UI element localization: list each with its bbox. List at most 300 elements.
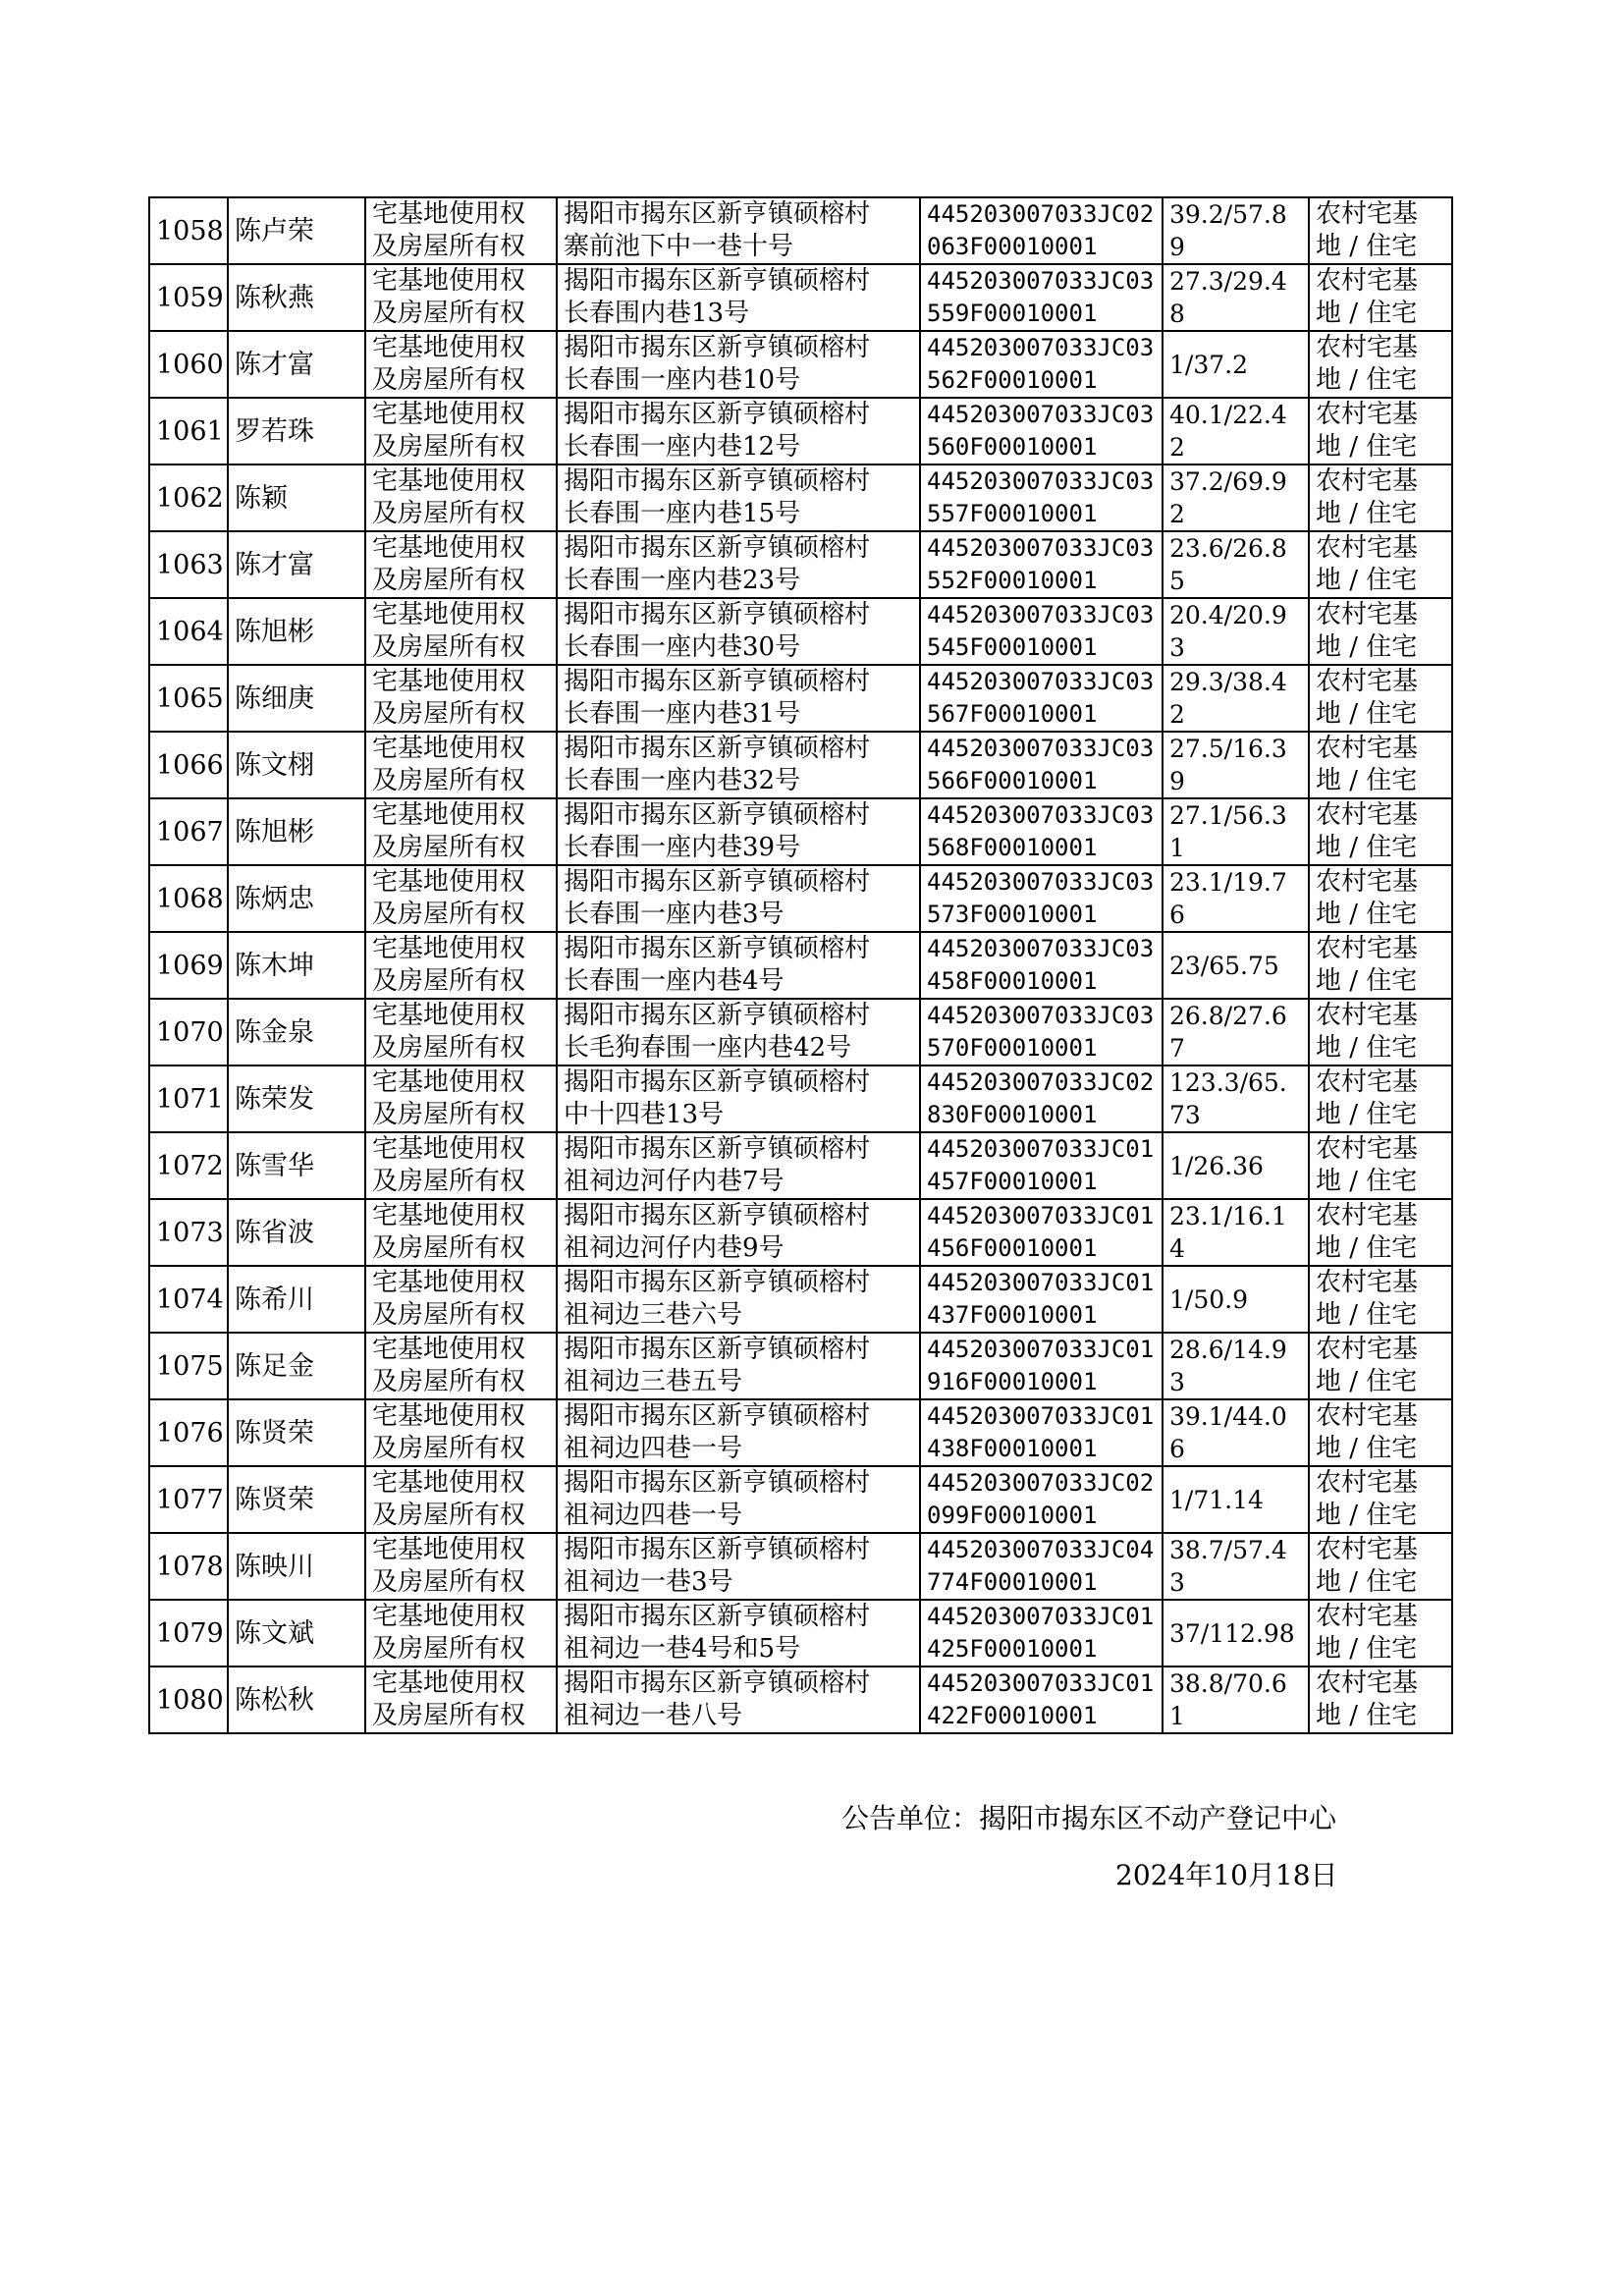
right-type: 宅基地使用权 及房屋所有权 [372, 600, 526, 662]
right-type: 宅基地使用权 及房屋所有权 [372, 734, 526, 795]
unit-code: 445203007033JC01 438F00010001 [927, 1402, 1155, 1462]
row-number-cell [149, 798, 228, 865]
right-type-cell [365, 1266, 557, 1333]
row-number: 1079 [156, 1617, 224, 1649]
owner-name-cell [228, 1667, 365, 1733]
row-number: 1061 [156, 415, 224, 447]
property-address: 揭阳市揭东区新亨镇硕榕村 长春围一座内巷10号 [564, 333, 871, 395]
owner-name-cell [228, 665, 365, 732]
address-cell [557, 665, 920, 732]
land-use: 农村宅基 地 / 住宅 [1316, 199, 1419, 261]
owner-name-cell [228, 1600, 365, 1667]
owner-name-cell [228, 531, 365, 598]
unit-code: 445203007033JC02 063F00010001 [927, 200, 1155, 260]
row-number-cell [149, 865, 228, 932]
right-type-cell [365, 197, 557, 264]
area-cell [1163, 999, 1309, 1066]
owner-name-cell [228, 1533, 365, 1600]
right-type: 宅基地使用权 及房屋所有权 [372, 800, 526, 862]
unit-code-cell [920, 197, 1163, 264]
area-cell [1163, 1466, 1309, 1533]
owner-name: 陈雪华 [235, 1150, 314, 1181]
owner-name-cell [228, 1333, 365, 1399]
right-type-cell [365, 732, 557, 798]
owner-name-cell [228, 1132, 365, 1199]
row-number: 1069 [156, 950, 224, 981]
row-number: 1070 [156, 1016, 224, 1048]
unit-code: 445203007033JC03 458F00010001 [927, 935, 1155, 995]
area-cell [1163, 1199, 1309, 1266]
land-use-cell [1309, 598, 1452, 665]
right-type: 宅基地使用权 及房屋所有权 [372, 1268, 526, 1330]
property-address: 揭阳市揭东区新亨镇硕榕村 长春围一座内巷39号 [564, 800, 871, 862]
address-cell [557, 531, 920, 598]
right-type: 宅基地使用权 及房屋所有权 [372, 1335, 526, 1396]
table-row [149, 264, 1452, 331]
unit-code-cell [920, 331, 1163, 398]
unit-code-cell [920, 464, 1163, 531]
table-row [149, 464, 1452, 531]
property-address: 揭阳市揭东区新亨镇硕榕村 长春围一座内巷23号 [564, 533, 871, 595]
area-value: 23.1/19.7 6 [1169, 868, 1287, 929]
area-value: 38.7/57.4 3 [1169, 1536, 1287, 1597]
owner-name: 陈省波 [235, 1217, 314, 1248]
row-number: 1067 [156, 816, 224, 847]
right-type: 宅基地使用权 及房屋所有权 [372, 1001, 526, 1063]
property-address: 揭阳市揭东区新亨镇硕榕村 长春围一座内巷12号 [564, 400, 871, 462]
owner-name: 陈松秋 [235, 1684, 314, 1716]
address-cell [557, 932, 920, 999]
address-cell [557, 999, 920, 1066]
row-number: 1066 [156, 749, 224, 781]
row-number-cell [149, 732, 228, 798]
unit-code: 445203007033JC02 099F00010001 [927, 1469, 1155, 1529]
table-row [149, 999, 1452, 1066]
right-type: 宅基地使用权 及房屋所有权 [372, 1602, 526, 1664]
right-type: 宅基地使用权 及房屋所有权 [372, 466, 526, 528]
land-use: 农村宅基 地 / 住宅 [1316, 734, 1419, 795]
right-type: 宅基地使用权 及房屋所有权 [372, 667, 526, 729]
address-cell [557, 1066, 920, 1132]
unit-code-cell [920, 598, 1163, 665]
owner-name: 陈木坤 [235, 950, 314, 981]
address-cell [557, 331, 920, 398]
land-use-cell [1309, 865, 1452, 932]
row-number: 1065 [156, 683, 224, 714]
area-cell [1163, 464, 1309, 531]
land-use-cell [1309, 1066, 1452, 1132]
land-use: 农村宅基 地 / 住宅 [1316, 934, 1419, 996]
address-cell [557, 197, 920, 264]
area-cell [1163, 1533, 1309, 1600]
right-type-cell [365, 331, 557, 398]
unit-code-cell [920, 1399, 1163, 1466]
owner-name-cell [228, 598, 365, 665]
land-use-cell [1309, 464, 1452, 531]
land-use: 农村宅基 地 / 住宅 [1316, 1335, 1419, 1396]
unit-code: 445203007033JC04 774F00010001 [927, 1536, 1155, 1596]
table-row [149, 1667, 1452, 1733]
land-use: 农村宅基 地 / 住宅 [1316, 1067, 1419, 1129]
row-number-cell [149, 1132, 228, 1199]
address-cell [557, 1266, 920, 1333]
row-number: 1064 [156, 616, 224, 647]
table-row [149, 1132, 1452, 1199]
right-type: 宅基地使用权 及房屋所有权 [372, 1067, 526, 1129]
area-value: 38.8/70.6 1 [1169, 1669, 1287, 1730]
property-address: 揭阳市揭东区新亨镇硕榕村 长春围内巷13号 [564, 266, 871, 328]
land-use: 农村宅基 地 / 住宅 [1316, 1535, 1419, 1597]
row-number-cell [149, 1066, 228, 1132]
owner-name-cell [228, 331, 365, 398]
land-use: 农村宅基 地 / 住宅 [1316, 333, 1419, 395]
right-type-cell [365, 665, 557, 732]
area-value: 20.4/20.9 3 [1169, 601, 1287, 662]
owner-name: 陈映川 [235, 1551, 314, 1582]
table-row [149, 932, 1452, 999]
owner-name-cell [228, 932, 365, 999]
unit-code: 445203007033JC03 545F00010001 [927, 601, 1155, 661]
right-type: 宅基地使用权 及房屋所有权 [372, 333, 526, 395]
area-value: 1/50.9 [1169, 1284, 1248, 1314]
land-use-cell [1309, 1466, 1452, 1533]
unit-code: 445203007033JC01 916F00010001 [927, 1336, 1155, 1395]
property-address: 揭阳市揭东区新亨镇硕榕村 祖祠边四巷一号 [564, 1468, 871, 1530]
unit-code: 445203007033JC03 559F00010001 [927, 267, 1155, 327]
land-use: 农村宅基 地 / 住宅 [1316, 533, 1419, 595]
land-use-cell [1309, 331, 1452, 398]
row-number: 1063 [156, 549, 224, 580]
unit-code-cell [920, 1667, 1163, 1733]
address-cell [557, 1466, 920, 1533]
right-type-cell [365, 1066, 557, 1132]
right-type-cell [365, 999, 557, 1066]
right-type-cell [365, 1600, 557, 1667]
registration-table [148, 196, 1453, 1734]
row-number: 1062 [156, 482, 224, 514]
property-address: 揭阳市揭东区新亨镇硕榕村 长春围一座内巷15号 [564, 466, 871, 528]
row-number: 1076 [156, 1417, 224, 1448]
table-row [149, 732, 1452, 798]
land-use-cell [1309, 1600, 1452, 1667]
address-cell [557, 1533, 920, 1600]
land-use: 农村宅基 地 / 住宅 [1316, 400, 1419, 462]
land-use-cell [1309, 398, 1452, 464]
owner-name-cell [228, 732, 365, 798]
unit-code-cell [920, 1266, 1163, 1333]
land-use-cell [1309, 1533, 1452, 1600]
property-address: 揭阳市揭东区新亨镇硕榕村 祖祠边一巷3号 [564, 1535, 871, 1597]
right-type-cell [365, 398, 557, 464]
row-number-cell [149, 1466, 228, 1533]
unit-code: 445203007033JC01 457F00010001 [927, 1135, 1155, 1195]
address-cell [557, 264, 920, 331]
unit-code-cell [920, 665, 1163, 732]
right-type: 宅基地使用权 及房屋所有权 [372, 1134, 526, 1196]
area-value: 29.3/38.4 2 [1169, 668, 1287, 729]
row-number: 1077 [156, 1484, 224, 1515]
land-use-cell [1309, 932, 1452, 999]
land-use: 农村宅基 地 / 住宅 [1316, 800, 1419, 862]
row-number: 1058 [156, 215, 224, 246]
land-use: 农村宅基 地 / 住宅 [1316, 1468, 1419, 1530]
area-cell [1163, 331, 1309, 398]
owner-name: 罗若珠 [235, 415, 314, 447]
unit-code-cell [920, 398, 1163, 464]
owner-name: 陈足金 [235, 1350, 314, 1382]
right-type-cell [365, 1132, 557, 1199]
table-row [149, 197, 1452, 264]
table-row [149, 1399, 1452, 1466]
property-address: 揭阳市揭东区新亨镇硕榕村 长春围一座内巷31号 [564, 667, 871, 729]
address-cell [557, 1132, 920, 1199]
unit-code-cell [920, 732, 1163, 798]
row-number: 1072 [156, 1150, 224, 1181]
property-address: 揭阳市揭东区新亨镇硕榕村 长春围一座内巷30号 [564, 600, 871, 662]
table-row [149, 1199, 1452, 1266]
row-number-cell [149, 665, 228, 732]
owner-name-cell [228, 464, 365, 531]
area-value: 1/26.36 [1169, 1151, 1264, 1180]
unit-code: 445203007033JC01 425F00010001 [927, 1603, 1155, 1663]
unit-code-cell [920, 1533, 1163, 1600]
unit-code: 445203007033JC03 567F00010001 [927, 668, 1155, 728]
unit-code: 445203007033JC02 830F00010001 [927, 1068, 1155, 1128]
unit-code: 445203007033JC03 557F00010001 [927, 467, 1155, 527]
unit-code: 445203007033JC01 456F00010001 [927, 1202, 1155, 1262]
property-address: 揭阳市揭东区新亨镇硕榕村 长春围一座内巷32号 [564, 734, 871, 795]
area-cell [1163, 598, 1309, 665]
unit-code: 445203007033JC03 568F00010001 [927, 801, 1155, 861]
owner-name-cell [228, 398, 365, 464]
land-use-cell [1309, 531, 1452, 598]
land-use: 农村宅基 地 / 住宅 [1316, 1201, 1419, 1263]
land-use-cell [1309, 197, 1452, 264]
area-cell [1163, 732, 1309, 798]
row-number: 1075 [156, 1350, 224, 1382]
area-cell [1163, 264, 1309, 331]
row-number-cell [149, 398, 228, 464]
unit-code-cell [920, 1333, 1163, 1399]
area-value: 1/37.2 [1169, 350, 1248, 379]
row-number-cell [149, 598, 228, 665]
area-cell [1163, 1667, 1309, 1733]
area-value: 23.1/16.1 4 [1169, 1202, 1287, 1263]
area-cell [1163, 197, 1309, 264]
right-type-cell [365, 1466, 557, 1533]
row-number-cell [149, 1199, 228, 1266]
property-address: 揭阳市揭东区新亨镇硕榕村 祖祠边河仔内巷9号 [564, 1201, 871, 1263]
table-row [149, 865, 1452, 932]
owner-name: 陈卢荣 [235, 215, 314, 246]
area-cell [1163, 398, 1309, 464]
owner-name-cell [228, 1199, 365, 1266]
land-use-cell [1309, 1266, 1452, 1333]
property-address: 揭阳市揭东区新亨镇硕榕村 祖祠边四巷一号 [564, 1401, 871, 1463]
owner-name: 陈才富 [235, 549, 314, 580]
row-number: 1071 [156, 1083, 224, 1115]
right-type: 宅基地使用权 及房屋所有权 [372, 934, 526, 996]
property-address: 揭阳市揭东区新亨镇硕榕村 中十四巷13号 [564, 1067, 871, 1129]
right-type-cell [365, 264, 557, 331]
row-number: 1078 [156, 1551, 224, 1582]
owner-name-cell [228, 798, 365, 865]
property-address: 揭阳市揭东区新亨镇硕榕村 祖祠边三巷五号 [564, 1335, 871, 1396]
right-type-cell [365, 798, 557, 865]
address-cell [557, 1600, 920, 1667]
unit-code: 445203007033JC01 422F00010001 [927, 1669, 1155, 1729]
area-cell [1163, 1333, 1309, 1399]
owner-name-cell [228, 1066, 365, 1132]
owner-name: 陈贤荣 [235, 1484, 314, 1515]
owner-name: 陈秋燕 [235, 282, 314, 313]
owner-name: 陈炳忠 [235, 883, 314, 914]
land-use: 农村宅基 地 / 住宅 [1316, 1001, 1419, 1063]
announcement-date: 2024年10月18日 [1115, 1859, 1338, 1891]
row-number-cell [149, 1667, 228, 1733]
owner-name: 陈文斌 [235, 1617, 314, 1649]
land-use: 农村宅基 地 / 住宅 [1316, 1668, 1419, 1730]
right-type-cell [365, 531, 557, 598]
land-use-cell [1309, 264, 1452, 331]
land-use: 农村宅基 地 / 住宅 [1316, 867, 1419, 929]
right-type-cell [365, 1199, 557, 1266]
owner-name: 陈金泉 [235, 1016, 314, 1048]
announcing-unit: 公告单位：揭阳市揭东区不动产登记中心 [841, 1802, 1337, 1834]
row-number-cell [149, 1333, 228, 1399]
area-value: 26.8/27.6 7 [1169, 1002, 1287, 1063]
area-cell [1163, 1266, 1309, 1333]
right-type: 宅基地使用权 及房屋所有权 [372, 1668, 526, 1730]
property-address: 揭阳市揭东区新亨镇硕榕村 祖祠边一巷4号和5号 [564, 1602, 871, 1664]
table-row [149, 1066, 1452, 1132]
land-use-cell [1309, 1199, 1452, 1266]
right-type-cell [365, 1533, 557, 1600]
area-value: 23.6/26.8 5 [1169, 534, 1287, 595]
land-use-cell [1309, 1667, 1452, 1733]
property-address: 揭阳市揭东区新亨镇硕榕村 寨前池下中一巷十号 [564, 199, 871, 261]
row-number-cell [149, 1399, 228, 1466]
area-value: 39.2/57.8 9 [1169, 200, 1287, 261]
right-type: 宅基地使用权 及房屋所有权 [372, 1468, 526, 1530]
owner-name-cell [228, 1466, 365, 1533]
area-value: 39.1/44.0 6 [1169, 1402, 1287, 1463]
table-row [149, 1466, 1452, 1533]
row-number-cell [149, 1266, 228, 1333]
land-use-cell [1309, 1399, 1452, 1466]
address-cell [557, 865, 920, 932]
property-address: 揭阳市揭东区新亨镇硕榕村 长春围一座内巷3号 [564, 867, 871, 929]
land-use-cell [1309, 732, 1452, 798]
owner-name-cell [228, 197, 365, 264]
area-cell [1163, 665, 1309, 732]
row-number: 1060 [156, 349, 224, 380]
area-value: 27.1/56.3 1 [1169, 801, 1287, 862]
right-type: 宅基地使用权 及房屋所有权 [372, 266, 526, 328]
property-address: 揭阳市揭东区新亨镇硕榕村 祖祠边河仔内巷7号 [564, 1134, 871, 1196]
owner-name-cell [228, 264, 365, 331]
right-type-cell [365, 598, 557, 665]
unit-code-cell [920, 531, 1163, 598]
land-use: 农村宅基 地 / 住宅 [1316, 1602, 1419, 1664]
right-type: 宅基地使用权 及房屋所有权 [372, 199, 526, 261]
owner-name: 陈颖 [235, 482, 288, 514]
area-value: 28.6/14.9 3 [1169, 1336, 1287, 1396]
area-value: 27.3/29.4 8 [1169, 267, 1287, 328]
row-number: 1059 [156, 282, 224, 313]
property-address: 揭阳市揭东区新亨镇硕榕村 祖祠边一巷八号 [564, 1668, 871, 1730]
area-value: 37.2/69.9 2 [1169, 467, 1287, 528]
area-value: 40.1/22.4 2 [1169, 401, 1287, 462]
right-type: 宅基地使用权 及房屋所有权 [372, 533, 526, 595]
row-number-cell [149, 197, 228, 264]
row-number-cell [149, 1533, 228, 1600]
table-row [149, 398, 1452, 464]
address-cell [557, 1399, 920, 1466]
row-number-cell [149, 932, 228, 999]
owner-name: 陈希川 [235, 1284, 314, 1315]
right-type-cell [365, 1399, 557, 1466]
row-number: 1073 [156, 1217, 224, 1248]
property-address: 揭阳市揭东区新亨镇硕榕村 长毛狗春围一座内巷42号 [564, 1001, 871, 1063]
unit-code-cell [920, 264, 1163, 331]
owner-name: 陈文栩 [235, 749, 314, 781]
land-use: 农村宅基 地 / 住宅 [1316, 266, 1419, 328]
land-use-cell [1309, 1132, 1452, 1199]
land-use-cell [1309, 999, 1452, 1066]
owner-name-cell [228, 999, 365, 1066]
row-number-cell [149, 464, 228, 531]
land-use: 农村宅基 地 / 住宅 [1316, 1401, 1419, 1463]
address-cell [557, 732, 920, 798]
land-use-cell [1309, 1333, 1452, 1399]
owner-name: 陈旭彬 [235, 616, 314, 647]
table-row [149, 531, 1452, 598]
row-number: 1068 [156, 883, 224, 914]
address-cell [557, 798, 920, 865]
land-use-cell [1309, 798, 1452, 865]
row-number: 1080 [156, 1684, 224, 1716]
area-value: 23/65.75 [1169, 951, 1279, 980]
area-cell [1163, 865, 1309, 932]
table-row [149, 331, 1452, 398]
unit-code: 445203007033JC03 573F00010001 [927, 868, 1155, 928]
land-use: 农村宅基 地 / 住宅 [1316, 667, 1419, 729]
right-type-cell [365, 865, 557, 932]
land-use: 农村宅基 地 / 住宅 [1316, 1134, 1419, 1196]
area-value: 1/71.14 [1169, 1485, 1264, 1514]
unit-code: 445203007033JC03 560F00010001 [927, 401, 1155, 461]
unit-code-cell [920, 1466, 1163, 1533]
area-value: 37/112.98 [1169, 1618, 1295, 1648]
owner-name-cell [228, 1266, 365, 1333]
address-cell [557, 598, 920, 665]
owner-name: 陈荣发 [235, 1083, 314, 1115]
table-row [149, 1266, 1452, 1333]
right-type-cell [365, 1667, 557, 1733]
right-type: 宅基地使用权 及房屋所有权 [372, 1401, 526, 1463]
right-type: 宅基地使用权 及房屋所有权 [372, 867, 526, 929]
area-cell [1163, 1132, 1309, 1199]
table-row [149, 598, 1452, 665]
area-value: 27.5/16.3 9 [1169, 735, 1287, 795]
land-use: 农村宅基 地 / 住宅 [1316, 600, 1419, 662]
row-number-cell [149, 999, 228, 1066]
owner-name-cell [228, 865, 365, 932]
row-number: 1074 [156, 1284, 224, 1315]
unit-code-cell [920, 999, 1163, 1066]
right-type: 宅基地使用权 及房屋所有权 [372, 1201, 526, 1263]
